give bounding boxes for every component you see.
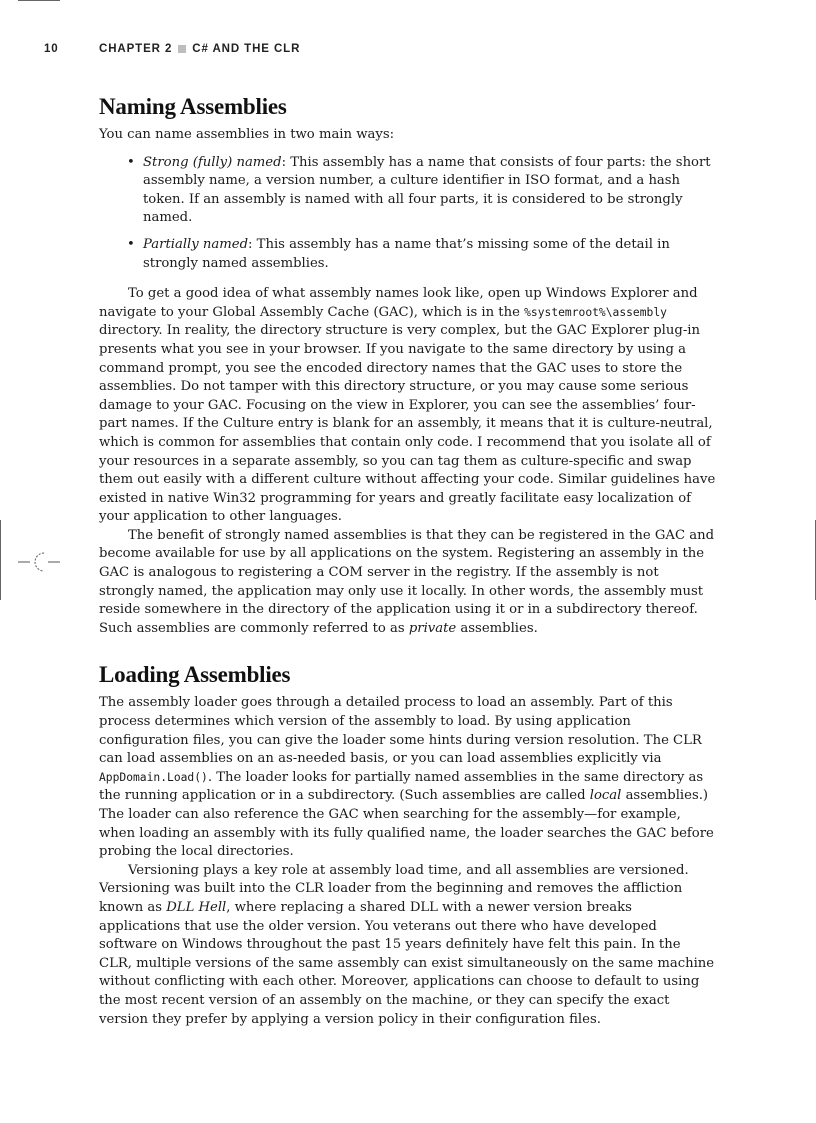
list-item-term: Partially named xyxy=(143,236,249,252)
section-heading-loading-assemblies: Loading Assemblies xyxy=(99,662,291,688)
bullet-icon: • xyxy=(127,236,135,252)
page-number: 10 xyxy=(44,43,59,55)
crop-mark-top xyxy=(18,0,60,1)
paragraph-text: The assembly loader goes through a detailed process to load an assembly. Part of this process determines which version of the assembly to load. By using application configuration files, you can give the loader some hints during version resolution. The CLR can load assemblies on an as-needed basis, or you can load assemblies explicitly via xyxy=(99,695,702,767)
paragraph xyxy=(99,862,717,1029)
paragraph-text: , where replacing a shared DLL with a newer version breaks applications that use the older version. You veterans out there who have developed software on Windows throughout the past 15 years definitely have felt this pain. In the CLR, multiple versions of the same assembly can exist simultaneously on the same machine without conflicting with each other. Moreover, applications can choose to default to using the most recent version of an assembly on the machine, or they can specify the exact version they prefer by applying a version policy in their configuration files. xyxy=(99,899,715,1027)
chapter-label: CHAPTER 2 xyxy=(99,43,173,55)
paragraph-text: Versioning plays a key role at assembly load time, and all assemblies are versioned. Versioning was built into the CLR loader from the beginning and removes the affliction known as xyxy=(99,862,689,915)
paragraph-text: To get a good idea of what assembly names look like, open up Windows Explorer and navigate to your Global Assembly Cache (GAC), which is in the xyxy=(99,286,698,320)
paragraph-text: assemblies.) The loader can also reference the GAC when searching for the assembly—for example, when loading an assembly with its fully qualified name, the loader searches the GAC before probing the local directories. xyxy=(99,788,714,860)
running-header xyxy=(44,43,300,55)
emphasis: private xyxy=(408,620,457,636)
list-item xyxy=(127,154,717,228)
page-content xyxy=(99,94,717,1029)
list-item-text: : This assembly has a name that consists of four parts: the short assembly name, a version number, a culture identifier in ISO format, and a hash token. If an assembly is named with all four parts, it is considered to be strongly named. xyxy=(143,154,711,226)
paragraph-text: assemblies. xyxy=(456,620,538,636)
inline-code: %systemroot%\assembly xyxy=(524,305,667,319)
paragraph-text: . The loader looks for partially named assemblies in the same directory as the running application or in a subdirectory. (Such assemblies are called xyxy=(99,769,704,804)
paragraph xyxy=(99,285,717,527)
crop-mark-left xyxy=(0,520,1,600)
paragraph-text: The benefit of strongly named assemblies is that they can be registered in the GAC and become available for use by all applications on the system. Registering an assembly in the GAC is analogous to registering a COM server in the registry. If the assembly is not strongly named, the application may only use it locally. In other words, the assembly must reside somewhere in the directory of the application using it or in a subdirectory thereof. Such assemblies are commonly referred to as xyxy=(99,527,715,636)
chapter-title: C# AND THE CLR xyxy=(192,43,301,55)
registration-mark-icon xyxy=(18,549,60,575)
paragraph xyxy=(99,527,717,639)
paragraph xyxy=(99,694,717,861)
bullet-list xyxy=(99,154,717,274)
list-item-text: : This assembly has a name that’s missing some of the detail in strongly named assemblies. xyxy=(143,236,670,271)
emphasis: local xyxy=(589,788,622,804)
list-item-term: Strong (fully) named xyxy=(143,154,282,170)
paragraph-text: directory. In reality, the directory structure is very complex, but the GAC Explorer plug-in presents what you see in your browser. If you navigate to the same directory by using a command prompt, you see the encoded directory names that the GAC uses to store the assemblies. Do not tamper with this directory structure, or you may cause some serious damage to your GAC. Focusing on the view in Explorer, you can see the assemblies’ four-part names. If the Culture entry is blank for an assembly, it means that it is culture-neutral, which is common for assemblies that contain only code. I recommend that you isolate all of your resources in a separate assembly, so you can tag them as culture-specific and swap them out easily with a different culture without affecting your code. Similar guidelines have existed in native Win32 programming for years and greatly facilitate easy localization of your application to other languages. xyxy=(99,323,716,525)
list-item xyxy=(127,236,717,273)
bullet-icon: • xyxy=(127,154,135,170)
section-heading-naming-assemblies: Naming Assemblies xyxy=(99,94,287,119)
emphasis: DLL Hell xyxy=(166,899,227,915)
separator-square-icon xyxy=(178,45,186,53)
inline-code: AppDomain.Load() xyxy=(99,770,208,784)
section-intro: You can name assemblies in two main ways: xyxy=(99,127,395,142)
